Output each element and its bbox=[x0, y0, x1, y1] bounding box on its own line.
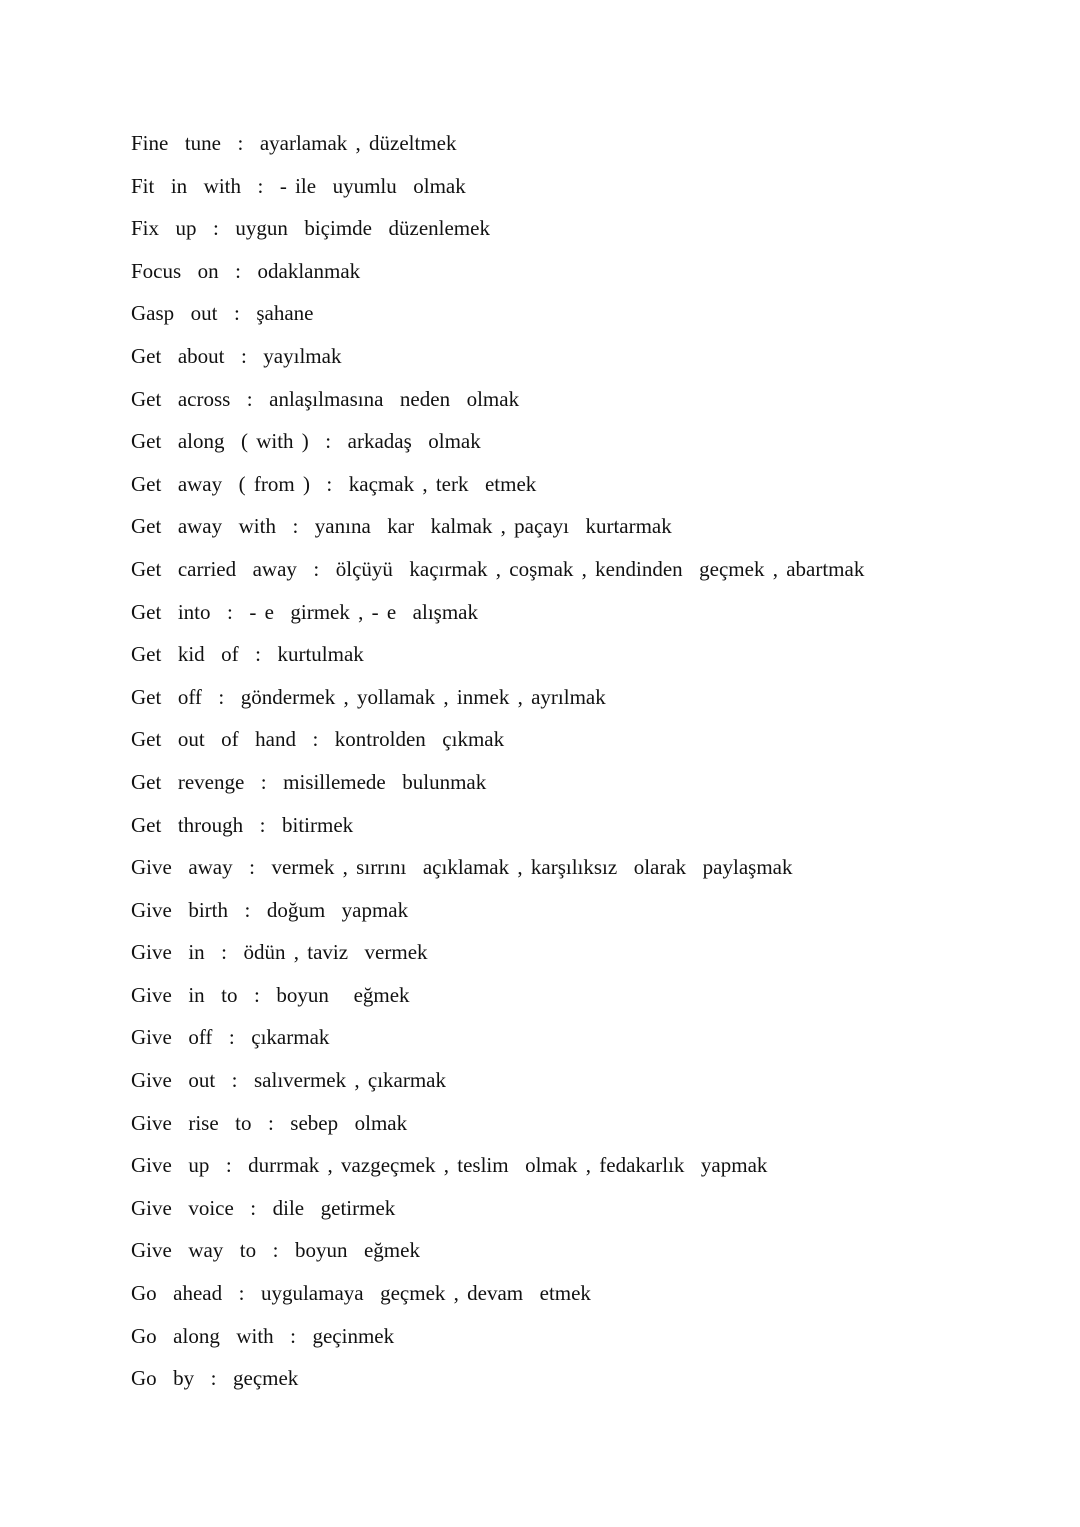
list-item: Fine tune : ayarlamak , düzeltmek bbox=[131, 131, 457, 155]
list-item: Get away with : yanına kar kalmak , paçayı kurtarmak bbox=[131, 514, 672, 539]
list-item: Get through : bitirmek bbox=[131, 812, 354, 837]
list-item: Give up : durrmak , vazgeçmek , teslim olmak , fedakarlık yapmak bbox=[131, 1153, 768, 1178]
list-item: Go ahead : uygulamaya geçmek , devam etmek bbox=[131, 1281, 591, 1306]
list-item: Fit in with : - ile uyumlu olmak bbox=[131, 173, 466, 198]
list-item: Give away : vermek , sırrını açıklamak , karşılıksız olarak paylaşmak bbox=[131, 855, 793, 880]
list-item: Give way to : boyun eğmek bbox=[131, 1238, 420, 1263]
list-item: Get carried away : ölçüyü kaçırmak , coşmak , kendinden geçmek , abartmak bbox=[131, 556, 865, 581]
list-item: Gasp out : şahane bbox=[131, 301, 314, 326]
list-item: Get kid of : kurtulmak bbox=[131, 642, 364, 667]
list-item: Get away ( from ) : kaçmak , terk etmek bbox=[131, 471, 537, 496]
list-item: Get across : anlaşılmasına neden olmak bbox=[131, 386, 520, 411]
list-item: Give out : salıvermek , çıkarmak bbox=[131, 1068, 446, 1093]
phrasal-verb-list bbox=[131, 128, 864, 1406]
list-item: Go by : geçmek bbox=[131, 1366, 299, 1391]
list-item: Go along with : geçinmek bbox=[131, 1323, 395, 1348]
list-item: Give rise to : sebep olmak bbox=[131, 1110, 408, 1135]
list-item: Give off : çıkarmak bbox=[131, 1025, 330, 1050]
list-item: Get off : göndermek , yollamak , inmek , ayrılmak bbox=[131, 684, 606, 709]
list-item: Get about : yayılmak bbox=[131, 343, 342, 368]
list-item: Give birth : doğum yapmak bbox=[131, 897, 409, 922]
list-item: Get into : - e girmek , - e alışmak bbox=[131, 599, 479, 624]
list-item: Give in to : boyun eğmek bbox=[131, 982, 410, 1007]
list-item: Get out of hand : kontrolden çıkmak bbox=[131, 727, 505, 752]
list-item: Give voice : dile getirmek bbox=[131, 1195, 396, 1220]
list-item: Get along ( with ) : arkadaş olmak bbox=[131, 429, 481, 454]
list-item: Fix up : uygun biçimde düzenlemek bbox=[131, 216, 490, 241]
list-item: Focus on : odaklanmak bbox=[131, 258, 361, 283]
list-item: Give in : ödün , taviz vermek bbox=[131, 940, 428, 965]
list-item: Get revenge : misillemede bulunmak bbox=[131, 769, 487, 794]
